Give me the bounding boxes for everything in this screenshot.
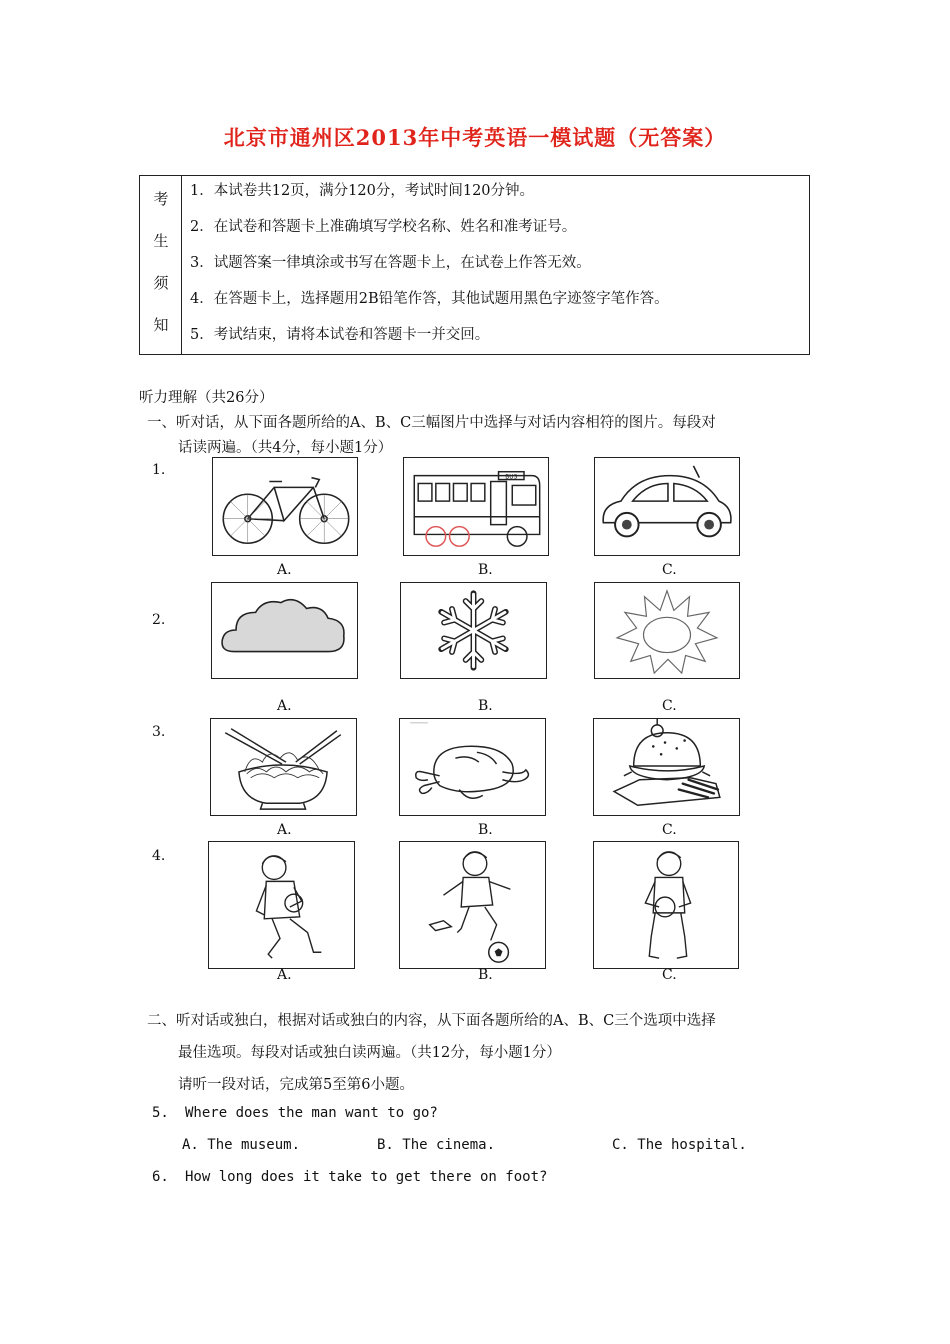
noodles-icon — [211, 719, 356, 815]
option-label: A. — [277, 822, 292, 838]
option-label: B. — [478, 822, 493, 838]
question-text: Where does the man want to go? — [185, 1105, 438, 1121]
question-number: 1. — [152, 462, 166, 478]
bus-icon — [404, 458, 548, 555]
question-number: 5. — [152, 1105, 169, 1121]
notice-item: 3．试题答案一律填涂或书写在答题卡上，在试卷上作答无效。 — [190, 255, 591, 271]
option-label: C. — [662, 822, 677, 838]
option-image-bicycle[interactable] — [212, 457, 358, 556]
option-image-boy-volleyball[interactable] — [593, 841, 739, 969]
boy-volleyball-icon — [594, 842, 738, 968]
car-icon — [595, 458, 739, 555]
option-label: A. — [277, 562, 292, 578]
notice-side-char: 须 — [153, 274, 169, 292]
notice-item: 2．在试卷和答题卡上准确填写学校名称、姓名和准考证号。 — [190, 219, 577, 235]
snowflake-icon — [401, 583, 546, 678]
part1-instruction-line2: 话读两遍。（共4分，每小题1分） — [178, 440, 393, 456]
option-image-boy-basketball[interactable] — [208, 841, 355, 969]
question-number: 3. — [152, 724, 166, 740]
option-label: B. — [478, 562, 493, 578]
part2-instruction-line2: 最佳选项。每段对话或独白读两遍。（共12分，每小题1分） — [178, 1045, 561, 1061]
notice-box — [139, 175, 810, 355]
hamburger-icon — [594, 719, 739, 815]
question-number: 6. — [152, 1169, 169, 1185]
bicycle-icon — [213, 458, 357, 555]
cloud-icon — [212, 583, 357, 678]
option-image-cloud[interactable] — [211, 582, 358, 679]
dialogue-instruction: 请听一段对话，完成第5至第6小题。 — [178, 1077, 414, 1093]
option-label: C. — [662, 967, 677, 983]
option-image-snowflake[interactable] — [400, 582, 547, 679]
option-image-bus[interactable] — [403, 457, 549, 556]
notice-side-char: 生 — [153, 232, 169, 250]
part1-instruction-line1: 一、听对话，从下面各题所给的A、B、C三幅图片中选择与对话内容相符的图片。每段对 — [147, 415, 716, 431]
notice-side-label — [140, 176, 182, 354]
option-image-hamburger[interactable] — [593, 718, 740, 816]
option-label: B. — [478, 967, 493, 983]
notice-side-char: 知 — [153, 316, 169, 334]
option-label: C. — [662, 698, 677, 714]
option-image-roast-chicken[interactable] — [399, 718, 546, 816]
question-number: 4. — [152, 848, 166, 864]
option-label: A. — [277, 967, 292, 983]
question-number: 2. — [152, 612, 166, 628]
boy-football-icon — [400, 842, 545, 968]
bus-sign-text: BUS — [505, 474, 518, 481]
option-image-noodles[interactable] — [210, 718, 357, 816]
option-label: B. — [478, 698, 493, 714]
section-heading: 听力理解（共26分） — [139, 390, 274, 406]
answer-option-a[interactable]: A. The museum. — [182, 1137, 301, 1153]
option-image-sun[interactable] — [594, 582, 740, 679]
sun-icon — [595, 583, 739, 678]
page-title: 北京市通州区2013年中考英语一模试题（无答案） — [223, 125, 727, 150]
answer-option-c[interactable]: C. The hospital. — [612, 1137, 747, 1153]
notice-item: 4．在答题卡上，选择题用2B铅笔作答，其他试题用黑色字迹签字笔作答。 — [190, 291, 669, 307]
option-label: A. — [277, 698, 292, 714]
option-image-boy-football[interactable] — [399, 841, 546, 969]
notice-side-char: 考 — [153, 190, 169, 208]
option-image-car[interactable] — [594, 457, 740, 556]
notice-item: 5．考试结束，请将本试卷和答题卡一并交回。 — [190, 327, 490, 343]
answer-option-b[interactable]: B. The cinema. — [377, 1137, 496, 1153]
boy-basketball-icon — [209, 842, 354, 968]
question-text: How long does it take to get there on foot? — [185, 1169, 548, 1185]
option-label: C. — [662, 562, 677, 578]
part2-instruction-line1: 二、听对话或独白，根据对话或独白的内容，从下面各题所给的A、B、C三个选项中选择 — [147, 1013, 716, 1029]
notice-item: 1．本试卷共12页，满分120分，考试时间120分钟。 — [190, 183, 535, 199]
roast-chicken-icon — [400, 719, 545, 815]
